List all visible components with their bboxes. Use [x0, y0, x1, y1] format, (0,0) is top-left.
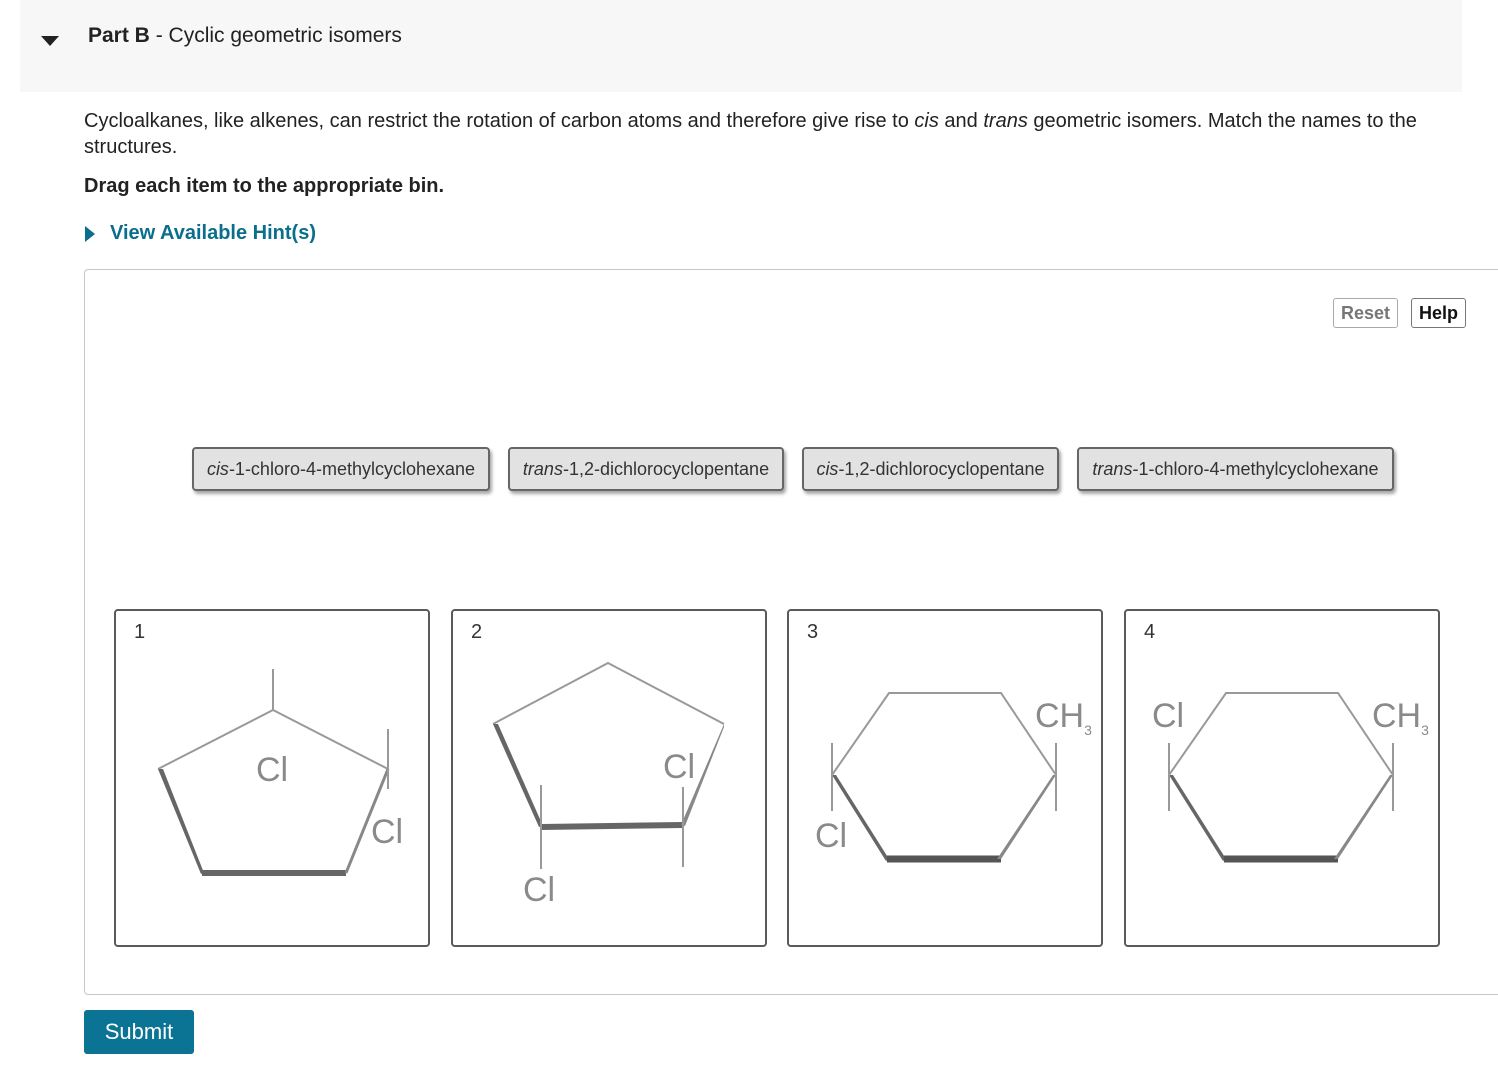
reset-button[interactable]: Reset	[1333, 298, 1398, 328]
atom-label: $CH_3$	[1035, 697, 1092, 738]
bin-number: 2	[471, 621, 483, 643]
drop-bin-4[interactable]	[1124, 609, 1440, 947]
atom-label: Cl	[256, 751, 289, 789]
label-name: -1,2-dichlorocyclopentane	[838, 459, 1045, 479]
drop-bin-1[interactable]	[114, 609, 430, 947]
help-button[interactable]: Help	[1411, 298, 1466, 328]
bin-number: 3	[807, 621, 819, 643]
label-item-cis-1-chloro-4-methylcyclohexane[interactable]	[192, 447, 490, 491]
atom-label: Cl	[815, 817, 848, 855]
prompt-text: Cycloalkanes, like alkenes, can restrict the rotation of carbon atoms and therefore give rise to	[84, 110, 915, 132]
atom-label: $CH_3$	[1372, 697, 1429, 738]
structure-3-chloromethylcyclohexane	[789, 611, 1105, 949]
label-prefix: cis	[206, 459, 229, 479]
atom-label: Cl	[663, 748, 696, 786]
caret-down-icon[interactable]	[40, 34, 60, 48]
question-prompt	[84, 108, 1464, 160]
caret-right-icon	[84, 225, 96, 243]
bin-number: 1	[134, 621, 146, 643]
view-hints-toggle[interactable]	[84, 222, 316, 245]
structure-2-dichlorocyclopentane	[453, 611, 769, 949]
label-prefix: trans	[522, 459, 563, 479]
structure-1-dichlorocyclopentane	[116, 611, 432, 949]
label-item-trans-1-chloro-4-methylcyclohexane[interactable]	[1077, 447, 1394, 491]
bin-number: 4	[1144, 621, 1156, 643]
structure-4-chloromethylcyclohexane	[1126, 611, 1442, 949]
label-name: -1-chloro-4-methylcyclohexane	[228, 459, 476, 479]
part-name: Cyclic geometric isomers	[168, 24, 402, 47]
drop-bin-2[interactable]	[451, 609, 767, 947]
prompt-trans: trans	[983, 110, 1028, 132]
instruction: Drag each item to the appropriate bin.	[84, 175, 445, 197]
label-name: -1,2-dichlorocyclopentane	[562, 459, 770, 479]
submit-button[interactable]: Submit	[84, 1010, 194, 1054]
atom-label: Cl	[523, 871, 556, 909]
atom-label: Cl	[1152, 697, 1185, 735]
label-prefix: cis	[816, 459, 839, 479]
part-separator: -	[149, 24, 169, 47]
label-name: -1-chloro-4-methylcyclohexane	[1132, 459, 1379, 479]
part-title[interactable]	[88, 24, 402, 48]
part-label: Part B	[88, 24, 150, 47]
label-prefix: trans	[1092, 459, 1133, 479]
prompt-text: geometric isomers. Match the names to the structures.	[84, 110, 1417, 158]
label-item-trans-1-2-dichlorocyclopentane[interactable]	[508, 447, 784, 491]
prompt-cis: cis	[914, 110, 939, 132]
view-hints-label: View Available Hint(s)	[110, 222, 316, 244]
label-item-cis-1-2-dichlorocyclopentane[interactable]	[802, 447, 1059, 491]
atom-label: Cl	[371, 813, 404, 851]
drop-bin-3[interactable]	[787, 609, 1103, 947]
prompt-text: and	[938, 110, 984, 132]
